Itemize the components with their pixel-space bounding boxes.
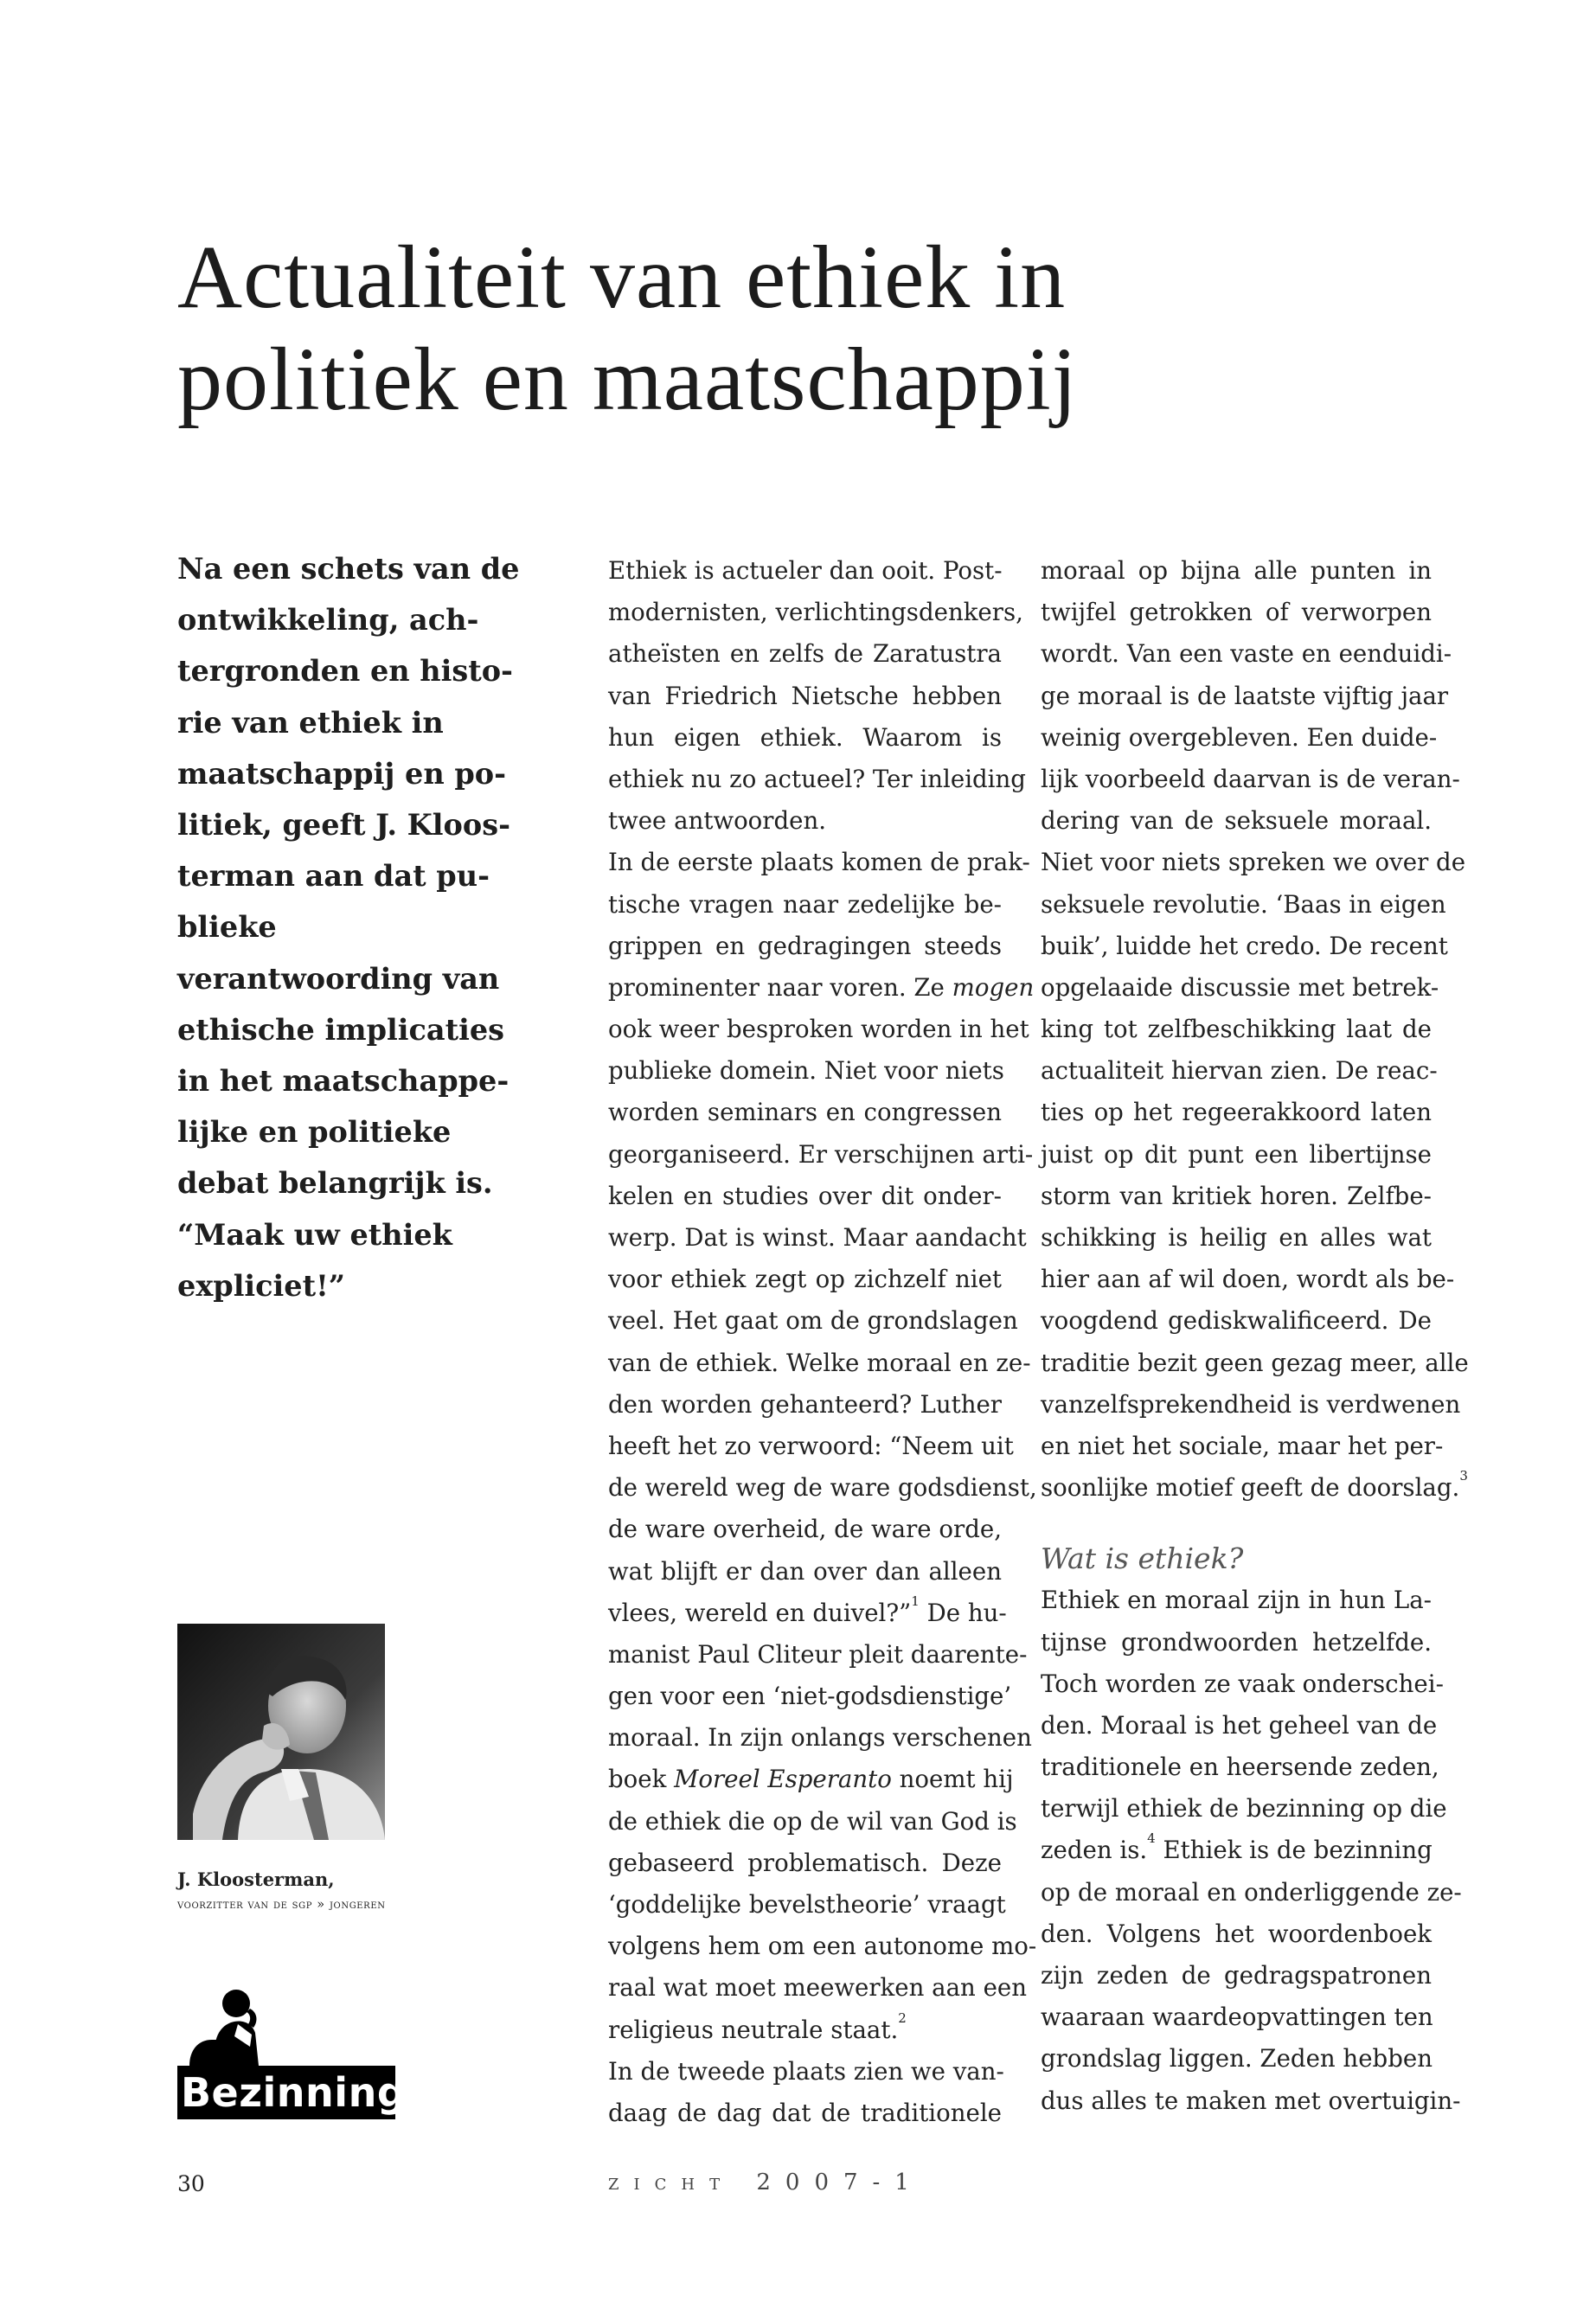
body-line: ethiek nu zo actueel? Ter inleiding bbox=[608, 764, 1026, 793]
body-line: voor ethiek zegt op zichzelf niet bbox=[608, 1265, 1002, 1294]
body-line: king tot zelfbeschikking laat de bbox=[1041, 1015, 1432, 1044]
body-line: gen voor een ‘niet-godsdienstige’ bbox=[608, 1682, 1012, 1711]
lead-paragraph bbox=[177, 543, 520, 1311]
body-line: Niet voor niets spreken we over de bbox=[1041, 848, 1466, 877]
section-heading: Wat is ethiek? bbox=[1041, 1541, 1244, 1576]
body-line: storm van kritiek horen. Zelfbe- bbox=[1041, 1181, 1432, 1210]
text-run: noemt hij bbox=[891, 1765, 1014, 1794]
body-line: In de tweede plaats zien we van- bbox=[608, 2056, 1004, 2086]
article-title bbox=[177, 227, 1475, 431]
portrait-image bbox=[177, 1624, 385, 1840]
body-line: terwijl ethiek de bezinning op die bbox=[1041, 1794, 1447, 1823]
thinker-icon bbox=[177, 1983, 395, 2069]
author-photo bbox=[177, 1624, 385, 1840]
body-line: hun eigen ethiek. Waarom is bbox=[608, 722, 1002, 752]
body-line: opgelaaide discussie met betrek- bbox=[1041, 972, 1439, 1002]
lead-line: blieke bbox=[177, 910, 277, 945]
body-line: worden seminars en congressen bbox=[608, 1098, 1002, 1127]
body-line bbox=[608, 1759, 1014, 1800]
body-line bbox=[608, 2009, 1002, 2051]
body-line: daag de dag dat de traditionele bbox=[608, 2098, 1002, 2127]
logo-text: Bezinning bbox=[181, 2069, 407, 2116]
running-title: zicht 2007-1 bbox=[608, 2170, 924, 2195]
body-line: hier aan af wil doen, wordt als be- bbox=[1041, 1265, 1455, 1294]
body-line: juist op dit punt een libertijnse bbox=[1041, 1139, 1432, 1169]
lead-line: lijke en politieke bbox=[177, 1115, 452, 1150]
body-line: de wereld weg de ware godsdienst, bbox=[608, 1473, 1037, 1503]
body-line: seksuele revolutie. ‘Baas in eigen bbox=[1041, 889, 1446, 919]
text-run: vlees, wereld en duivel?” bbox=[608, 1598, 912, 1627]
text-run: boek bbox=[608, 1765, 675, 1794]
body-line: tische vragen naar zedelijke be- bbox=[608, 889, 1002, 919]
body-line: dus alles te maken met overtuigin- bbox=[1041, 2086, 1461, 2115]
footnote-ref: 4 bbox=[1147, 1830, 1156, 1847]
body-line: voogdend gediskwalificeerd. De bbox=[1041, 1306, 1432, 1336]
body-line: Ethiek is actueler dan ooit. Post- bbox=[608, 556, 1003, 585]
body-line: In de eerste plaats komen de prak- bbox=[608, 848, 1030, 877]
body-line: twijfel getrokken of verworpen bbox=[1041, 598, 1432, 627]
body-line: publieke domein. Niet voor niets bbox=[608, 1056, 1004, 1086]
text-run: prominenter naar voren. Ze bbox=[608, 972, 952, 1002]
body-line: op de moraal en onderliggende ze- bbox=[1041, 1877, 1462, 1907]
body-line: grippen en gedragingen steeds bbox=[608, 931, 1002, 960]
body-line bbox=[1041, 1467, 1468, 1509]
lead-line: litiek, geeft J. Kloos- bbox=[177, 808, 510, 843]
body-line: actualiteit hiervan zien. De reac- bbox=[1041, 1056, 1438, 1086]
body-line: raal wat moet meewerken aan een bbox=[608, 1973, 1028, 2003]
body-line: buik’, luidde het credo. De recent bbox=[1041, 931, 1448, 960]
body-line: Ethiek en moraal zijn in hun La- bbox=[1041, 1586, 1432, 1615]
author-name: J. Kloosterman, bbox=[177, 1868, 335, 1890]
body-line: traditie bezit geen gezag meer, alle bbox=[1041, 1348, 1469, 1377]
text-run: zeden is. bbox=[1041, 1836, 1148, 1865]
body-line: ge moraal is de laatste vijftig jaar bbox=[1041, 681, 1449, 710]
body-line: den worden gehanteerd? Luther bbox=[608, 1389, 1002, 1419]
body-line bbox=[608, 967, 1035, 1009]
lead-line: maatschappij en po- bbox=[177, 756, 507, 791]
body-line: moraal op bijna alle punten in bbox=[1041, 556, 1432, 585]
footnote-ref: 1 bbox=[911, 1593, 920, 1609]
body-column-right bbox=[1041, 550, 1469, 2122]
body-line: kelen en studies over dit onder- bbox=[608, 1181, 1002, 1210]
body-line: vanzelfsprekendheid is verdwenen bbox=[1041, 1389, 1461, 1419]
body-line: wat blijft er dan over dan alleen bbox=[608, 1556, 1002, 1586]
body-line: en niet het sociale, maar het per- bbox=[1041, 1431, 1444, 1460]
body-line: weinig overgebleven. Een duide- bbox=[1041, 722, 1438, 752]
text-run: Ethiek is de bezinning bbox=[1155, 1836, 1433, 1865]
footnote-ref: 3 bbox=[1459, 1468, 1468, 1484]
body-line: de ethiek die op de wil van God is bbox=[608, 1806, 1017, 1836]
lead-line: in het maatschappe- bbox=[177, 1064, 510, 1099]
title-line: politiek en maatschappij bbox=[177, 330, 1078, 429]
body-line: grondslag liggen. Zeden hebben bbox=[1041, 2044, 1433, 2073]
lead-line: “Maak uw ethiek bbox=[177, 1217, 452, 1252]
body-line: de ware overheid, de ware orde, bbox=[608, 1515, 1002, 1544]
footnote-ref: 2 bbox=[898, 2009, 907, 2026]
lead-line: Na een schets van de bbox=[177, 552, 520, 586]
body-line: waaraan waardeopvattingen ten bbox=[1041, 2003, 1433, 2032]
body-line: traditionele en heersende zeden, bbox=[1041, 1753, 1439, 1782]
body-line: zijn zeden de gedragspatronen bbox=[1041, 1961, 1432, 1990]
body-line: wordt. Van een vaste en eenduidi- bbox=[1041, 639, 1452, 669]
lead-line: expliciet!” bbox=[177, 1268, 346, 1303]
body-line: modernisten, verlichtingsdenkers, bbox=[608, 598, 1023, 627]
lead-line: rie van ethiek in bbox=[177, 705, 444, 740]
body-line: twee antwoorden. bbox=[608, 806, 827, 836]
body-line: dering van de seksuele moraal. bbox=[1041, 806, 1432, 836]
body-line: manist Paul Cliteur pleit daarente- bbox=[608, 1639, 1028, 1669]
body-line: werp. Dat is winst. Maar aandacht bbox=[608, 1223, 1027, 1252]
section-gap bbox=[1041, 1509, 1432, 1538]
lead-line: tergronden en histo- bbox=[177, 654, 513, 689]
body-line: volgens hem om een autonome mo- bbox=[608, 1932, 1037, 1961]
author-role: voorzitter van de sgp » jongeren bbox=[177, 1898, 386, 1912]
text-run: De hu- bbox=[919, 1598, 1007, 1627]
emphasis: mogen bbox=[952, 972, 1035, 1002]
body-line: tijnse grondwoorden hetzelfde. bbox=[1041, 1627, 1432, 1657]
lead-line: terman aan dat pu- bbox=[177, 859, 490, 894]
body-line: den. Volgens het woordenboek bbox=[1041, 1919, 1432, 1948]
body-line: lijk voorbeeld daarvan is de veran- bbox=[1041, 764, 1460, 793]
body-line bbox=[1041, 1830, 1432, 1871]
page-number: 30 bbox=[177, 2171, 205, 2196]
body-line: georganiseerd. Er verschijnen arti- bbox=[608, 1139, 1034, 1169]
body-line: schikking is heilig en alles wat bbox=[1041, 1223, 1432, 1252]
body-line: ook weer besproken worden in het bbox=[608, 1015, 1029, 1044]
body-line: gebaseerd problematisch. Deze bbox=[608, 1848, 1002, 1877]
body-line: ties op het regeerakkoord laten bbox=[1041, 1098, 1432, 1127]
lead-line: debat belangrijk is. bbox=[177, 1166, 493, 1201]
text-run: religieus neutrale staat. bbox=[608, 2015, 899, 2044]
body-line: van Friedrich Nietsche hebben bbox=[608, 681, 1002, 710]
body-line bbox=[608, 1593, 1007, 1634]
body-line: moraal. In zijn onlangs verschenen bbox=[608, 1723, 1032, 1753]
body-line: van de ethiek. Welke moraal en ze- bbox=[608, 1348, 1031, 1377]
lead-line: ontwikkeling, ach- bbox=[177, 603, 479, 638]
body-line: atheïsten en zelfs de Zaratustra bbox=[608, 639, 1002, 669]
body-line: veel. Het gaat om de grondslagen bbox=[608, 1306, 1018, 1336]
body-line: heeft het zo verwoord: “Neem uit bbox=[608, 1431, 1014, 1460]
body-line: ‘goddelijke bevelstheorie’ vraagt bbox=[608, 1890, 1006, 1919]
bezinning-logo bbox=[177, 1983, 407, 2119]
body-column-middle bbox=[608, 550, 1037, 2134]
lead-line: verantwoording van bbox=[177, 961, 500, 996]
emphasis: Moreel Esperanto bbox=[674, 1765, 892, 1794]
title-line: Actualiteit van ethiek in bbox=[177, 228, 1067, 327]
text-run: soonlijke motief geeft de doorslag. bbox=[1041, 1473, 1460, 1503]
body-line: den. Moraal is het geheel van de bbox=[1041, 1710, 1438, 1740]
lead-line: ethische implicaties bbox=[177, 1012, 504, 1047]
body-line: Toch worden ze vaak onderschei- bbox=[1041, 1669, 1444, 1698]
